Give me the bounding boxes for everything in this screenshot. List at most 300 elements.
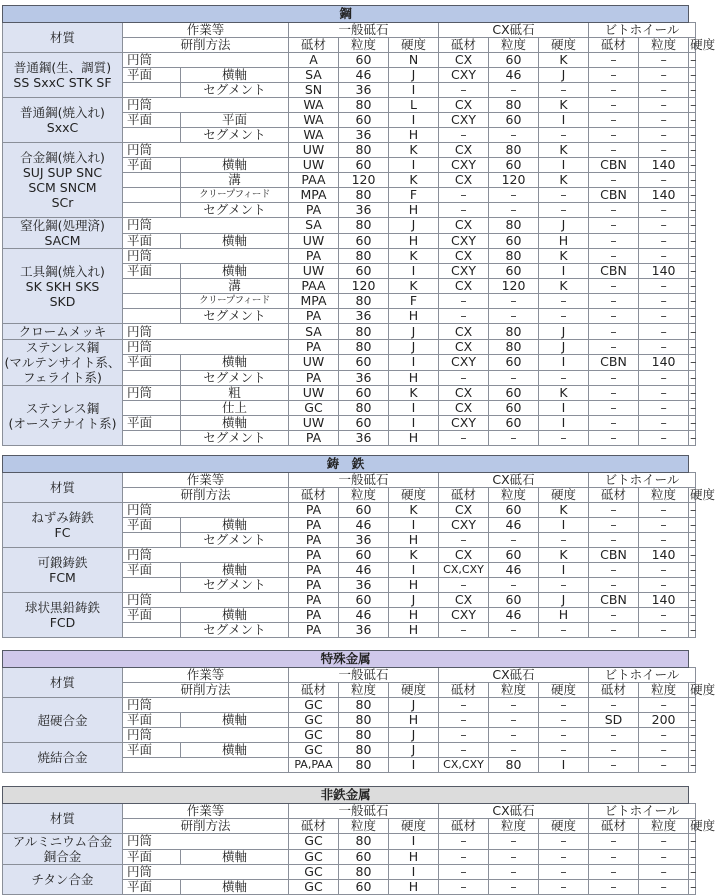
spec-value: –	[439, 533, 489, 548]
spec-value: 60	[489, 503, 539, 518]
spec-value: –	[690, 127, 697, 142]
spec-value: J	[389, 68, 439, 83]
spec-value: –	[690, 112, 697, 127]
method-detail: 横軸	[181, 608, 289, 623]
spec-value: 46	[489, 608, 539, 623]
spec-value: –	[589, 294, 639, 309]
spec-value: –	[690, 562, 697, 577]
spec-value: J	[389, 593, 439, 608]
method-detail: 横軸	[181, 563, 289, 578]
spec-value: I	[389, 563, 439, 578]
material-line: SS SxxC STK SF	[13, 75, 112, 90]
spec-value: 60	[339, 880, 389, 895]
header-sub: 粒度	[489, 683, 539, 698]
method-type: 円筒	[123, 386, 181, 401]
header-group: 一般砥石	[289, 23, 439, 38]
header-group: ビトホイール	[589, 23, 696, 38]
spec-value: H	[389, 623, 439, 638]
header-group: CX砥石	[439, 668, 589, 683]
spec-value: I	[539, 264, 589, 279]
spec-value: 46	[339, 608, 389, 623]
method-detail: クリープフィード	[181, 294, 289, 309]
spec-value: –	[589, 98, 639, 113]
spec-value: 46	[339, 518, 389, 533]
header-material: 材質	[3, 473, 123, 503]
spec-value: CXY	[439, 233, 489, 249]
spec-value: –	[539, 578, 589, 593]
spec-value: –	[589, 698, 639, 713]
material-line: SUJ SUP SNC	[22, 165, 103, 180]
spec-value: H	[389, 309, 439, 324]
method-type	[123, 83, 181, 98]
header-sub: 硬度	[389, 683, 439, 698]
header-sub: 粒度	[339, 819, 389, 834]
section-title: 鋼	[3, 6, 689, 23]
spec-value: –	[489, 294, 539, 309]
spec-value: –	[539, 728, 589, 743]
material-line: SxxC	[46, 120, 79, 135]
spec-value: H	[389, 608, 439, 623]
method-type	[123, 203, 181, 218]
spec-value: CX	[439, 279, 489, 294]
spec-value: 60	[339, 849, 389, 865]
spec-value: –	[439, 728, 489, 743]
spec-value: –	[690, 82, 697, 97]
spec-value: 140	[639, 264, 689, 279]
spec-value: –	[639, 533, 689, 548]
spec-value: I	[539, 401, 589, 416]
material-name	[3, 98, 123, 143]
spec-value: –	[589, 113, 639, 128]
method-type	[123, 431, 181, 446]
header-sub: 粒度	[639, 38, 689, 53]
spec-value: 80	[339, 865, 389, 880]
material-line: ねずみ鋳鉄	[31, 510, 94, 525]
spec-value: PA	[289, 370, 339, 385]
spec-value: 60	[489, 416, 539, 431]
method-detail: セグメント	[181, 533, 289, 548]
header-sub: 粒度	[489, 819, 539, 834]
spec-value: SN	[289, 83, 339, 98]
spec-value: –	[639, 203, 689, 218]
spec-value: 120	[339, 279, 389, 294]
material-line: ステンレス鋼	[25, 400, 100, 416]
table-row	[3, 593, 696, 608]
spec-value: I	[389, 518, 439, 533]
method-detail: 溝	[181, 279, 289, 294]
spec-value: H	[389, 713, 439, 728]
spec-value: 36	[339, 370, 389, 385]
method-type: 円筒	[123, 98, 289, 113]
spec-value: 80	[339, 98, 389, 113]
spec-value: 60	[489, 386, 539, 401]
material-line: SCr	[51, 195, 74, 210]
method-detail: 横軸	[181, 743, 289, 758]
spec-value: 80	[339, 713, 389, 728]
material-line: (マルテンサイト系、	[4, 355, 121, 370]
spec-value: 80	[339, 143, 389, 158]
spec-value: –	[439, 743, 489, 758]
spec-value: 60	[339, 233, 389, 249]
spec-value: 46	[489, 563, 539, 578]
spec-value: CXY	[439, 68, 489, 83]
spec-value: –	[489, 203, 539, 218]
spec-value: J	[539, 340, 589, 355]
spec-value: –	[539, 834, 589, 850]
spec-value: –	[539, 865, 589, 880]
spec-value: –	[690, 757, 697, 772]
spec-value: PA	[289, 503, 339, 518]
material-line: 焼結合金	[37, 750, 88, 765]
spec-value: –	[690, 848, 697, 864]
spec-value: –	[690, 187, 697, 202]
method-detail: 横軸	[181, 849, 289, 865]
spec-value: –	[589, 249, 639, 264]
spec-value: 80	[489, 758, 539, 773]
spec-value: –	[489, 431, 539, 446]
spec-value: I	[389, 834, 439, 850]
spec-value: CBN	[589, 548, 639, 563]
spec-value: PA	[289, 249, 339, 264]
spec-value: –	[639, 834, 689, 850]
header-sub: 硬度	[539, 38, 589, 53]
spec-value: I	[389, 355, 439, 370]
spec-value: –	[489, 834, 539, 850]
method-type: 円筒	[123, 503, 289, 518]
spec-value: PA	[289, 548, 339, 563]
spec-value: I	[539, 758, 589, 773]
spec-value: K	[539, 548, 589, 563]
method-detail: セグメント	[181, 578, 289, 593]
header-group: ビトホイール	[589, 668, 696, 683]
spec-value: CX	[439, 593, 489, 608]
spec-value: 46	[339, 68, 389, 83]
spec-value: –	[589, 623, 639, 638]
method-type: 円筒	[123, 143, 289, 158]
spec-value: –	[589, 431, 639, 446]
spec-value: K	[389, 386, 439, 401]
spec-value: I	[539, 416, 589, 431]
spec-value: H	[389, 203, 439, 218]
spec-value: –	[639, 324, 689, 340]
spec-value: 60	[339, 386, 389, 401]
method-detail: 横軸	[181, 880, 289, 895]
table-row	[3, 324, 696, 340]
method-detail: セグメント	[181, 309, 289, 324]
spec-value: –	[639, 143, 689, 158]
spec-value: –	[539, 623, 589, 638]
spec-value: –	[589, 340, 639, 355]
spec-value: –	[690, 430, 697, 445]
spec-value: –	[439, 834, 489, 850]
spec-value: –	[539, 713, 589, 728]
method-type: 円筒	[123, 698, 289, 713]
spec-value: 80	[489, 324, 539, 340]
spec-value: SD	[589, 713, 639, 728]
table-2	[2, 650, 715, 773]
header-group: CX砥石	[439, 23, 589, 38]
spec-value: 60	[339, 264, 389, 279]
material-name	[3, 340, 123, 386]
spec-value: –	[690, 97, 697, 112]
spec-value: WA	[289, 128, 339, 143]
header-sub: 砥材	[289, 38, 339, 53]
spec-value: –	[489, 849, 539, 865]
header-work: 作業等	[123, 23, 289, 38]
header-sub: 砥材	[289, 819, 339, 834]
spec-value: –	[589, 865, 639, 880]
header-sub: 硬度	[389, 819, 439, 834]
table-row	[3, 340, 696, 355]
spec-value: J	[539, 593, 589, 608]
material-name	[3, 53, 123, 98]
spec-value: –	[489, 370, 539, 385]
spec-value: F	[389, 294, 439, 309]
spec-value: CXY	[439, 416, 489, 431]
header-group: CX砥石	[439, 804, 589, 819]
spec-value: –	[589, 143, 639, 158]
spec-value: –	[690, 532, 697, 547]
spec-value: 80	[489, 98, 539, 113]
spec-value: –	[639, 218, 689, 234]
header-work: 作業等	[123, 473, 289, 488]
method-type: 円筒	[123, 340, 289, 355]
method-type	[123, 370, 181, 385]
spec-value: CX	[439, 548, 489, 563]
spec-value: UW	[289, 233, 339, 249]
spec-value: PA	[289, 340, 339, 355]
spec-value: H	[389, 533, 439, 548]
method-type	[123, 623, 181, 638]
method-type	[123, 401, 181, 416]
spec-value: –	[690, 339, 697, 355]
spec-value: 60	[489, 113, 539, 128]
spec-value: CXY	[439, 608, 489, 623]
spec-value: CX	[439, 503, 489, 518]
spec-value: –	[489, 83, 539, 98]
section-title: 特殊金属	[3, 651, 689, 668]
spec-value: GC	[289, 713, 339, 728]
header-sub: 砥材	[439, 38, 489, 53]
spec-value: PA	[289, 563, 339, 578]
spec-value: –	[690, 354, 697, 370]
method-type: 円筒	[123, 834, 289, 850]
header-sub: 砥材	[289, 488, 339, 503]
spec-value: 80	[489, 340, 539, 355]
spec-value: –	[639, 503, 689, 518]
spec-value: –	[639, 83, 689, 98]
spec-value: –	[589, 880, 639, 895]
spec-value: –	[639, 518, 689, 533]
spec-value: –	[690, 278, 697, 293]
spec-value: –	[589, 758, 639, 773]
spec-value: –	[439, 713, 489, 728]
spec-value: WA	[289, 113, 339, 128]
spec-value: –	[639, 743, 689, 758]
material-name	[3, 593, 123, 638]
spec-value: –	[690, 202, 697, 217]
spec-value: PA	[289, 518, 339, 533]
method-type	[123, 279, 181, 294]
spec-value: I	[389, 865, 439, 880]
spec-value: 140	[639, 593, 689, 608]
method-type: 平面	[123, 113, 181, 128]
spec-value: –	[539, 128, 589, 143]
spec-value: SA	[289, 68, 339, 83]
material-name	[3, 324, 123, 340]
spec-value: CX	[439, 324, 489, 340]
spec-value: UW	[289, 416, 339, 431]
spec-value: –	[589, 416, 639, 431]
spec-value: 80	[489, 249, 539, 264]
method-type	[123, 173, 181, 188]
method-type: 平面	[123, 563, 181, 578]
header-sub: 砥材	[589, 38, 639, 53]
spec-value: MPA	[289, 294, 339, 309]
spec-value: 60	[339, 416, 389, 431]
material-line: FCM	[49, 570, 76, 585]
spec-value: –	[639, 68, 689, 83]
spec-value: 36	[339, 533, 389, 548]
spec-value: 80	[339, 188, 389, 203]
spec-value: –	[489, 743, 539, 758]
header-sub: 硬度	[690, 818, 715, 833]
spec-value: 36	[339, 309, 389, 324]
spec-value: –	[489, 713, 539, 728]
material-line: クロームメッキ	[18, 324, 107, 339]
spec-value: GC	[289, 849, 339, 865]
spec-value: –	[539, 880, 589, 895]
spec-value: –	[639, 698, 689, 713]
spec-value: –	[690, 517, 697, 532]
method-type: 平面	[123, 849, 181, 865]
header-sub: 砥材	[589, 819, 639, 834]
header-method: 研削方法	[123, 819, 289, 834]
method-type: 円筒	[123, 218, 289, 234]
spec-value: 80	[339, 249, 389, 264]
method-type: 円筒	[123, 548, 289, 563]
spec-value: 60	[339, 113, 389, 128]
spec-value: –	[639, 849, 689, 865]
spec-value: –	[690, 232, 697, 248]
spec-value: UW	[289, 264, 339, 279]
spec-value: PA	[289, 533, 339, 548]
spec-value: 140	[639, 355, 689, 370]
header-sub: 砥材	[589, 683, 639, 698]
spec-value: 80	[339, 324, 389, 340]
spec-value: H	[539, 608, 589, 623]
spec-value: I	[539, 158, 589, 173]
spec-value: –	[639, 53, 689, 68]
method-detail: 横軸	[181, 518, 289, 533]
method-type	[123, 294, 181, 309]
spec-value: I	[389, 158, 439, 173]
spec-value: –	[439, 865, 489, 880]
spec-value: 60	[489, 355, 539, 370]
spec-value: WA	[289, 98, 339, 113]
spec-value: –	[439, 203, 489, 218]
spec-value: –	[690, 607, 697, 622]
spec-value: –	[639, 578, 689, 593]
method-detail: 横軸	[181, 68, 289, 83]
spec-value: –	[690, 400, 697, 415]
spec-value: –	[690, 67, 697, 82]
spec-value: CX,CXY	[439, 758, 489, 773]
spec-value: –	[539, 294, 589, 309]
spec-value: 80	[339, 834, 389, 850]
spec-value: –	[589, 578, 639, 593]
material-line: ステンレス鋼	[25, 340, 100, 355]
header-sub: 粒度	[339, 683, 389, 698]
spec-value: CX	[439, 218, 489, 234]
header-sub: 硬度	[539, 819, 589, 834]
spec-value: –	[690, 712, 697, 727]
spec-value: CXY	[439, 113, 489, 128]
spec-value: –	[589, 218, 639, 234]
header-sub: 粒度	[339, 38, 389, 53]
spec-value: 46	[489, 518, 539, 533]
spec-value: –	[439, 623, 489, 638]
spec-value: –	[690, 308, 697, 323]
spec-value: –	[639, 416, 689, 431]
spec-value: I	[389, 113, 439, 128]
spec-value: –	[439, 431, 489, 446]
spec-value: F	[389, 188, 439, 203]
material-line: 銅合金	[43, 849, 82, 864]
spec-value: –	[690, 263, 697, 278]
method-type: 平面	[123, 355, 181, 370]
material-name	[3, 834, 123, 865]
method-type	[123, 758, 289, 773]
header-material: 材質	[3, 668, 123, 698]
method-type	[123, 128, 181, 143]
spec-value: K	[389, 503, 439, 518]
spec-value: –	[489, 623, 539, 638]
spec-value: –	[639, 98, 689, 113]
spec-value: –	[539, 698, 589, 713]
method-detail: セグメント	[181, 370, 289, 385]
spec-value: –	[690, 697, 697, 712]
method-type: 平面	[123, 608, 181, 623]
spec-value: –	[690, 577, 697, 592]
spec-value: PAA	[289, 279, 339, 294]
header-sub: 粒度	[639, 488, 689, 503]
spec-value: 60	[339, 548, 389, 563]
method-type: 平面	[123, 880, 181, 895]
header-group: CX砥石	[439, 473, 589, 488]
spec-value: –	[589, 533, 639, 548]
material-name	[3, 743, 123, 773]
spec-value: CBN	[589, 264, 639, 279]
spec-value: 60	[339, 53, 389, 68]
spec-value: GC	[289, 728, 339, 743]
spec-value: L	[389, 98, 439, 113]
spec-value: CBN	[589, 355, 639, 370]
spec-value: –	[489, 188, 539, 203]
spec-value: 60	[489, 593, 539, 608]
spec-value: K	[389, 143, 439, 158]
spec-value: –	[539, 203, 589, 218]
spec-value: 60	[339, 355, 389, 370]
material-name	[3, 218, 123, 249]
spec-value: K	[539, 503, 589, 518]
table-row	[3, 386, 696, 401]
method-detail: 横軸	[181, 233, 289, 249]
spec-value: 60	[489, 158, 539, 173]
material-name	[3, 548, 123, 593]
spec-value: I	[539, 113, 589, 128]
spec-value: K	[539, 98, 589, 113]
